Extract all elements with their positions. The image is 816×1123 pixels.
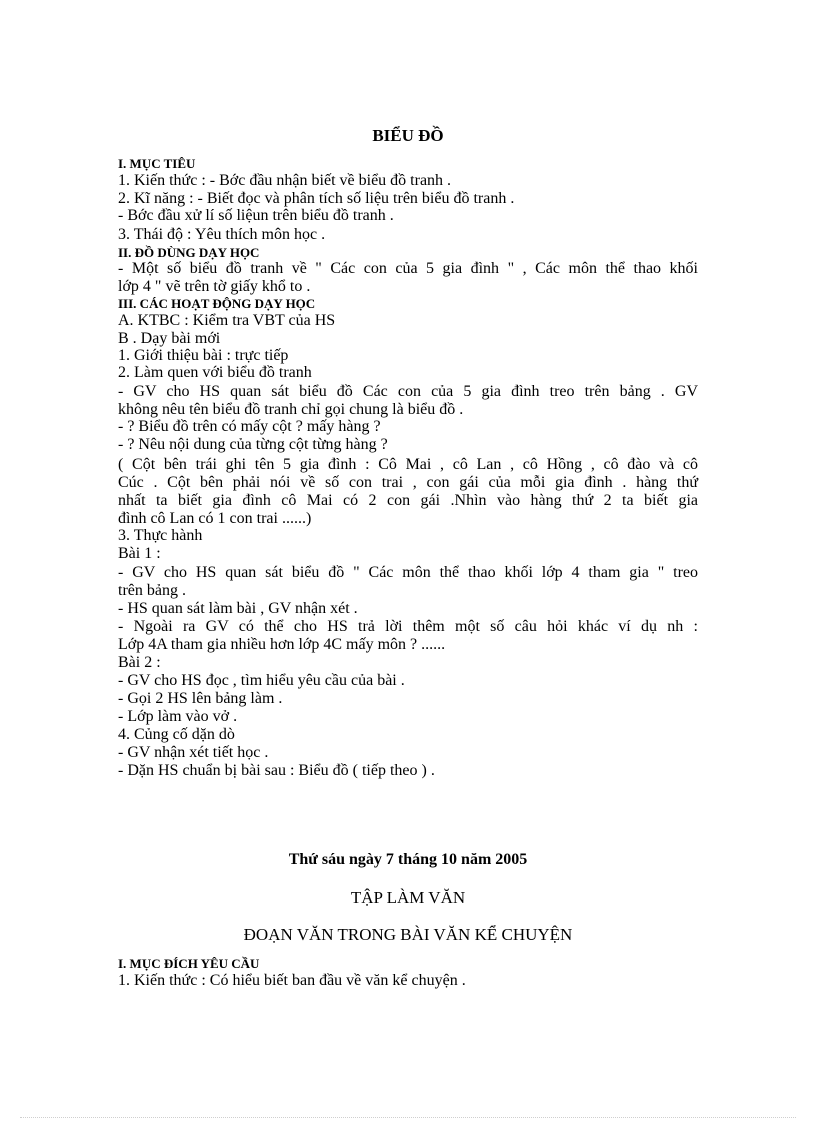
text-line: trên bảng . bbox=[118, 582, 186, 599]
lesson-title: BIỂU ĐỒ bbox=[372, 126, 444, 145]
text-line: - GV cho HS đọc , tìm hiểu yêu cầu của bài . bbox=[118, 672, 405, 689]
text-line: 3. Thực hành bbox=[118, 527, 203, 544]
lesson-heading: ĐOẠN VĂN TRONG BÀI VĂN KỂ CHUYỆN bbox=[243, 925, 573, 944]
text-line: - Ngoài ra GV có thể cho HS trả lời thêm một số câu hỏi khác ví dụ nh : bbox=[118, 618, 698, 635]
text-line: - GV cho HS quan sát biểu đồ Các con của 5 gia đình treo trên bảng . GV bbox=[118, 383, 698, 400]
text-line: B . Dạy bài mới bbox=[118, 330, 221, 347]
text-line: - ? Nêu nội dung của từng cột từng hàng ? bbox=[118, 436, 388, 453]
text-line: - Lớp làm vào vở . bbox=[118, 708, 238, 725]
text-line: - GV nhận xét tiết học . bbox=[118, 744, 269, 761]
text-line: Cúc . Cột bên phải nói về số con trai , con gái của mỗi gia đình . hàng thứ bbox=[118, 474, 698, 491]
text-line: 1. Kiến thức : - Bớc đầu nhận biết về biểu đồ tranh . bbox=[118, 172, 452, 189]
text-line: 4. Củng cố dặn dò bbox=[118, 726, 235, 743]
text-line: A. KTBC : Kiểm tra VBT của HS bbox=[118, 312, 336, 329]
text-line: 1. Kiến thức : Có hiểu biết ban đầu về văn kể chuyện . bbox=[118, 972, 466, 989]
text-line: 1. Giới thiệu bài : trực tiếp bbox=[118, 347, 289, 364]
text-line: nhất ta biết gia đình cô Mai có 2 con gái .Nhìn vào hàng thứ 2 ta biết gia bbox=[118, 492, 698, 509]
heading-objectives: I. MỤC TIÊU bbox=[118, 156, 196, 171]
text-line: Bài 2 : bbox=[118, 654, 161, 671]
text-line: - Bớc đầu xử lí số liệun trên biểu đồ tranh . bbox=[118, 207, 394, 224]
heading-goals: I. MỤC ĐÍCH YÊU CẦU bbox=[118, 956, 260, 971]
subject-heading: TẬP LÀM VĂN bbox=[350, 888, 466, 907]
text-line: Bài 1 : bbox=[118, 545, 161, 562]
text-line: 2. Kĩ năng : - Biết đọc và phân tích số liệu trên biểu đồ tranh . bbox=[118, 190, 515, 207]
heading-materials: II. ĐỒ DÙNG DẠY HỌC bbox=[118, 245, 260, 260]
text-line: ( Cột bên trái ghi tên 5 gia đình : Cô Mai , cô Lan , cô Hồng , cô đào và cô bbox=[118, 456, 698, 473]
text-line: - Dặn HS chuẩn bị bài sau : Biểu đồ ( tiếp theo ) . bbox=[118, 762, 435, 779]
text-line: lớp 4 " vẽ trên tờ giấy khổ to . bbox=[118, 278, 311, 295]
text-line: - Gọi 2 HS lên bảng làm . bbox=[118, 690, 283, 707]
text-line: 3. Thái độ : Yêu thích môn học . bbox=[118, 226, 326, 243]
text-line: không nêu tên biểu đồ tranh chỉ gọi chung là biểu đồ . bbox=[118, 401, 464, 418]
text-line: Lớp 4A tham gia nhiều hơn lớp 4C mấy môn ? ...... bbox=[118, 636, 446, 653]
heading-activities: III. CÁC HOẠT ĐỘNG DẠY HỌC bbox=[118, 296, 316, 311]
page-footer-rule bbox=[20, 1117, 796, 1118]
text-line: - HS quan sát làm bài , GV nhận xét . bbox=[118, 600, 358, 617]
date-heading: Thứ sáu ngày 7 tháng 10 năm 2005 bbox=[288, 851, 528, 868]
text-line: đình cô Lan có 1 con trai ......) bbox=[118, 510, 312, 527]
text-line: - Một số biểu đồ tranh về " Các con của 5 gia đình " , Các môn thể thao khối bbox=[118, 260, 698, 277]
text-line: 2. Làm quen với biểu đồ tranh bbox=[118, 364, 312, 381]
text-line: - GV cho HS quan sát biểu đồ " Các môn thể thao khối lớp 4 tham gia " treo bbox=[118, 564, 698, 581]
text-line: - ? Biểu đồ trên có mấy cột ? mấy hàng ? bbox=[118, 418, 381, 435]
